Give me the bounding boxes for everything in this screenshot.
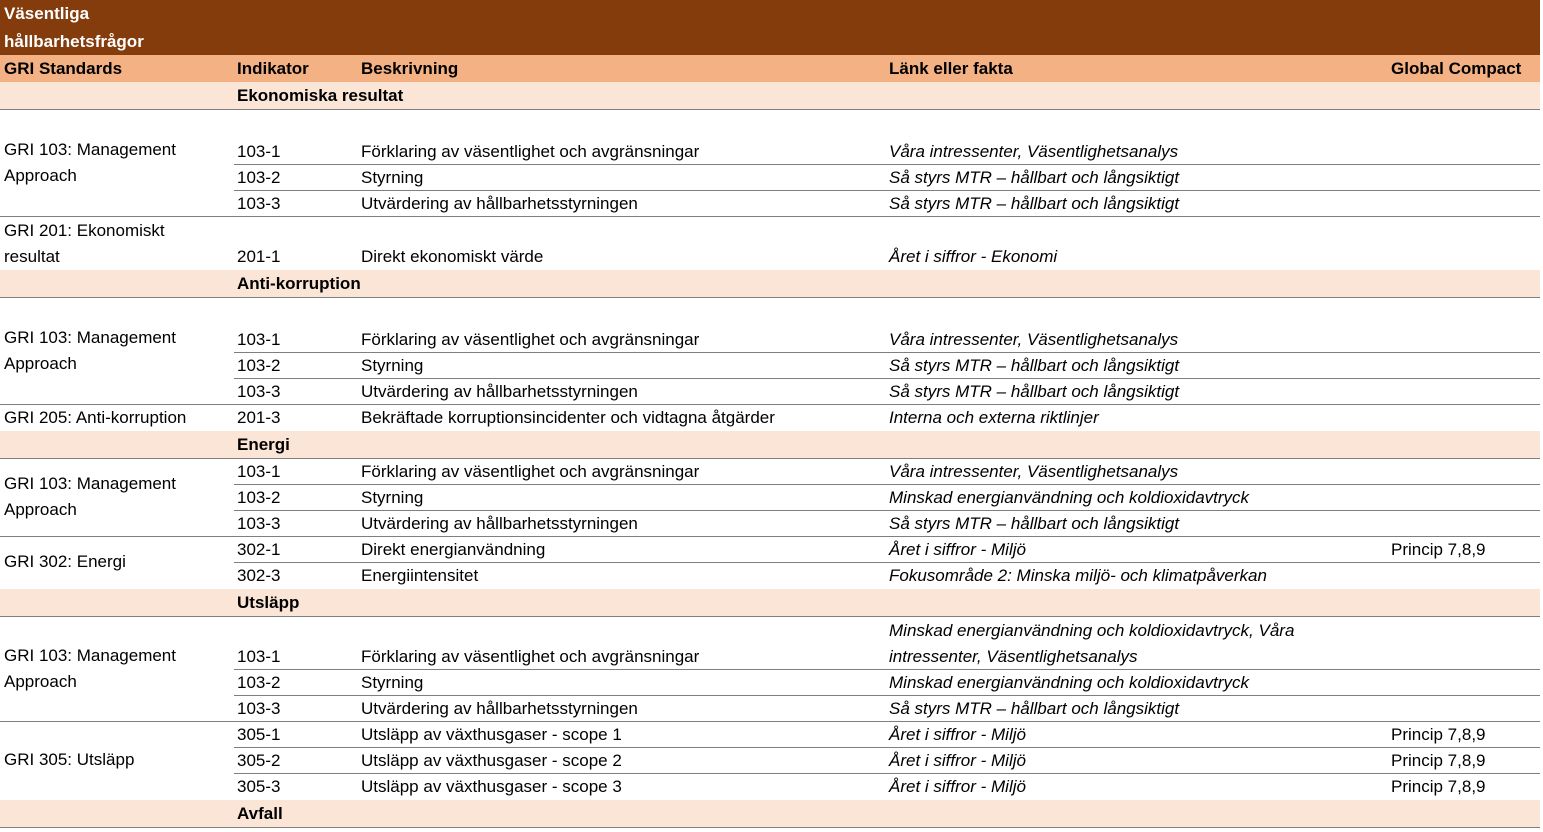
indicator-code: 103-2 [237,673,281,692]
indicator-link[interactable]: Så styrs MTR – hållbart och långsiktigt [889,699,1180,718]
indicator-code: 201-3 [237,408,281,427]
indicator-link[interactable]: Så styrs MTR – hållbart och långsiktigt [889,356,1180,375]
indicator-description: Förklaring av väsentlighet och avgränsningar [361,142,700,161]
divider [234,484,1540,485]
indicator-description: Utvärdering av hållbarhetsstyrningen [361,699,638,718]
gri-standard-label: GRI 103: Management [4,140,176,159]
global-compact-principle: Princip 7,8,9 [1391,777,1486,796]
indicator-link[interactable]: Året i siffror - Miljö [889,725,1026,744]
indicator-code: 103-3 [237,382,281,401]
gri-standard-label: resultat [4,247,60,266]
indicator-code: 103-1 [237,462,281,481]
indicator-link[interactable]: Våra intressenter, Väsentlighetsanalys [889,330,1179,349]
section-title: Anti-korruption [237,274,361,293]
global-compact-principle: Princip 7,8,9 [1391,540,1486,559]
global-compact-principle: Princip 7,8,9 [1391,725,1486,744]
gri-standard-label: GRI 103: Management [4,646,176,665]
divider [0,109,1540,110]
indicator-code: 305-1 [237,725,281,744]
gri-standard-label: GRI 103: Management [4,474,176,493]
indicator-description: Direkt energianvändning [361,540,546,559]
indicator-link[interactable]: Året i siffror - Miljö [889,540,1026,559]
indicator-description: Utsläpp av växthusgaser - scope 3 [361,777,622,796]
gri-standard-label: Approach [4,166,77,185]
indicator-code: 103-2 [237,356,281,375]
indicator-link[interactable]: Fokusområde 2: Minska miljö- och klimatpåverkan [889,566,1267,585]
indicator-description: Bekräftade korruptionsincidenter och vidtagna åtgärder [361,408,775,427]
header-gri-standards: GRI Standards [4,59,123,78]
indicator-description: Styrning [361,673,424,692]
section-title: Ekonomiska resultat [237,86,404,105]
indicator-description: Utvärdering av hållbarhetsstyrningen [361,382,638,401]
header-lank: Länk eller fakta [889,59,1013,78]
indicator-code: 103-3 [237,194,281,213]
indicator-link[interactable]: Året i siffror - Ekonomi [889,247,1058,266]
column-header-row [0,55,1540,82]
gri-standard-label: GRI 103: Management [4,328,176,347]
indicator-link[interactable]: Minskad energianvändning och koldioxidavtryck [889,673,1250,692]
divider [234,352,1540,353]
indicator-code: 103-1 [237,330,281,349]
divider [0,827,1540,828]
section-band-avfall [0,800,1540,827]
indicator-link[interactable]: Så styrs MTR – hållbart och långsiktigt [889,168,1180,187]
divider [0,458,1540,459]
indicator-description: Styrning [361,356,424,375]
indicator-code: 103-2 [237,488,281,507]
indicator-link[interactable]: intressenter, Väsentlighetsanalys [889,647,1138,666]
section-band-ekonomi [0,82,1540,109]
divider [234,669,1540,670]
section-band-anti-korruption [0,270,1540,297]
gri-standard-label: Approach [4,672,77,691]
indicator-link[interactable]: Våra intressenter, Väsentlighetsanalys [889,462,1179,481]
indicator-link[interactable]: Minskad energianvändning och koldioxidavtryck [889,488,1250,507]
indicator-description: Direkt ekonomiskt värde [361,247,544,266]
gri-standard-label: Approach [4,354,77,373]
header-beskrivning: Beskrivning [361,59,459,78]
indicator-link[interactable]: Så styrs MTR – hållbart och långsiktigt [889,514,1180,533]
indicator-description: Utvärdering av hållbarhetsstyrningen [361,514,638,533]
gri-standard-label: GRI 302: Energi [4,552,126,571]
indicator-code: 302-3 [237,566,281,585]
section-title: Energi [237,435,290,454]
indicator-description: Utvärdering av hållbarhetsstyrningen [361,194,638,213]
header-global-compact: Global Compact [1391,59,1522,78]
gri-standard-label: Approach [4,500,77,519]
indicator-link[interactable]: Så styrs MTR – hållbart och långsiktigt [889,382,1180,401]
indicator-code: 103-2 [237,168,281,187]
section-title: Avfall [237,804,283,823]
indicator-description: Förklaring av väsentlighet och avgränsningar [361,330,700,349]
indicator-code: 305-2 [237,751,281,770]
indicator-link[interactable]: Våra intressenter, Väsentlighetsanalys [889,142,1179,161]
indicator-description: Förklaring av väsentlighet och avgränsningar [361,462,700,481]
indicator-code: 103-3 [237,514,281,533]
indicator-description: Energiintensitet [361,566,479,585]
section-title: Utsläpp [237,593,300,612]
indicator-description: Utsläpp av växthusgaser - scope 1 [361,725,622,744]
section-band-utslapp [0,589,1540,616]
indicator-description: Styrning [361,488,424,507]
indicator-description: Styrning [361,168,424,187]
title-line-2: hållbarhetsfrågor [4,32,144,51]
indicator-code: 103-1 [237,647,281,666]
divider [0,297,1540,298]
indicator-description: Utsläpp av växthusgaser - scope 2 [361,751,622,770]
divider [0,721,1540,722]
section-band-energi [0,431,1540,458]
gri-standard-label: GRI 305: Utsläpp [4,750,135,769]
indicator-link[interactable]: Interna och externa riktlinjer [889,408,1099,427]
indicator-link[interactable]: Så styrs MTR – hållbart och långsiktigt [889,194,1180,213]
indicator-code: 302-1 [237,540,281,559]
header-indikator: Indikator [237,59,309,78]
indicator-link[interactable]: Minskad energianvändning och koldioxidavtryck, Våra [889,621,1295,640]
indicator-link[interactable]: Året i siffror - Miljö [889,777,1026,796]
indicator-code: 305-3 [237,777,281,796]
indicator-code: 103-1 [237,142,281,161]
divider [0,616,1540,617]
gri-standard-label: GRI 201: Ekonomiskt [4,221,165,240]
indicator-link[interactable]: Året i siffror - Miljö [889,751,1026,770]
global-compact-principle: Princip 7,8,9 [1391,751,1486,770]
divider [234,164,1540,165]
indicator-code: 103-3 [237,699,281,718]
divider [0,536,1540,537]
gri-standard-label: GRI 205: Anti-korruption [4,408,187,427]
divider [0,216,1540,217]
title-line-1: Väsentliga [4,4,90,23]
table-title [0,0,1540,55]
indicator-code: 201-1 [237,247,281,266]
indicator-description: Förklaring av väsentlighet och avgränsningar [361,647,700,666]
